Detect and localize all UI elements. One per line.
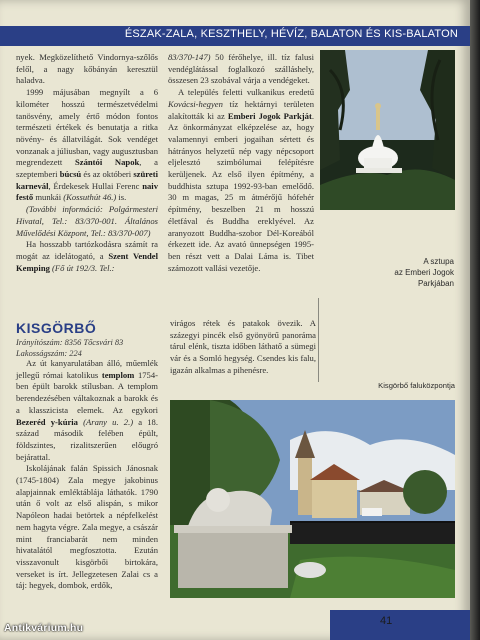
column-left-top [16,52,158,274]
column-left-bottom [16,358,158,592]
page-edge [470,0,480,640]
paragraph: Az út kanyarulatában álló, műemlék jellegű római katolikus templom 1754-ben épült barokk stílusban. A templom berendezésében váltakoznak a barokk és a klasszicista elemek. Az egykori Bezeréd y-kúria (Arany u. 2.) a 18. század második felében épült, földszintes, rizalitszerűen előugró bejárattal. [16,358,158,462]
stupa-caption: A sztupa az Emberi Jogok Parkjában [394,257,454,288]
paragraph: Ha hosszabb tartózkodásra számít ra mogát az idelátogató, a Szent Vendel Kemping (Fő út 192/3. Tel.: [16,239,158,273]
section-meta: Irányítószám: 8356 Tőcsvári 83 Lakosságszám: 224 [16,338,124,358]
page-number-box [330,610,470,640]
village-center-photo [170,400,455,598]
stupa-photo [320,50,455,210]
page-number: 41 [380,615,393,627]
paragraph: 83/370-147) 50 férőhelye, ill. tíz falusi vendéglátással foglalkozó szálláshely, összesen 23 szobával várja a vendégeket. [168,52,314,86]
divider-line [318,298,319,382]
paragraph: Iskolájának falán Spissich Jánosnak (1745-1804) Zala megye jakobinus alapjainnak emléktáblája láthatók. 1790 után ő volt az első alispán, s mikor Napóleon hadai betörtek a népfelkelést nem hagyta végre. Zala megye, a császár mint franciabarát nem minden hivatalától megfosztotta. Ezután visszavonult kisgörbői birtokára, verseket is írt. Jellegzetesen Zalai cs a táj: hegyek, dombok, erdők, [16,463,158,591]
paragraph: A település feletti vulkanikus eredetű Kovácsi-hegyen tíz hektárnyi területen alakították ki az Emberi Jogok Parkját. Az önkormányzat elképzelése az, hogy valamennyi emberi jogaihan sértett és hátrányos helyzetű nép vagy népcsoport eljelesztó szimbólumai felépítésre kerüljenek. Az első ilyen építmény, a buddhista sztupa 1992-93-ban emelődő. 30 m magas, 25 m átmérőjű hófehér építmény, beszelben 21 m hosszú életfával és Buddha ereklyével. Az aranyozott Buddha-szobor Dél-Koreából érkezett ide. Az avató ünnepségen 1995-ben részt vett a Dalai Láma is. Tibet számozott vallási vezetője. [168,87,314,273]
park-caption: Kisgörbő faluközpontja [378,381,455,390]
paragraph: 1999 májusában megnyílt a 6 kilométer hosszú természetvédelmi tanösvény, amely értő módon fontos természeti értékek és benutatja a ritka növény- és állatvilágát. Sok vendéget vonzanak a júliusban, vagy augusztusban megrendezett Szántói Napok, a szeptemberi búcsú és az októberi szüreti karnevál, Érdekesek Hullai Ferenc naiv festő munkái (Kossuthút 46.) is. [16,87,158,203]
column-middle-top [168,52,314,274]
column-middle-continued [170,318,316,377]
paragraph: (További információ: Polgármesteri Hivatal, Tel.: 83/370-001. Általános Művelődési Központ, Tel.: 83/370-007) [16,204,158,238]
section-title: KISGÖRBŐ [16,320,97,336]
watermark: Antikvárium.hu [4,622,84,634]
paragraph: nyek. Megközelíthető Vindornya-szőlős felől, a nagy kőbányán keresztül haladva. [16,52,158,86]
paragraph: virágos rétek és patakok övezik. A százegyi pincék első gyönyörű panoráma tárul elénk, tiszta időben láthatő a sümegi vár és a Somló hegység. Csendes kis falu, igazán alkalmas a pihenésre. [170,318,316,375]
running-header: ÉSZAK-ZALA, KESZTHELY, HÉVÍZ, BALATON ÉS KIS-BALATON [124,28,458,40]
